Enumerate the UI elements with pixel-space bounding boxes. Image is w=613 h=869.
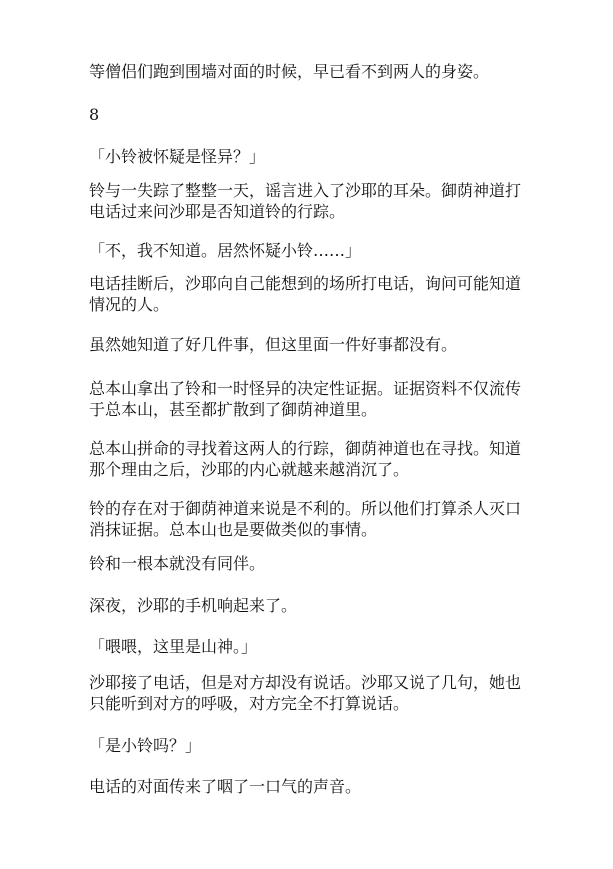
- paragraph: 沙耶接了电话，但是对方却没有说话。沙耶又说了几句，她也只能听到对方的呼吸，对方完全不打算说话。: [89, 673, 522, 713]
- paragraph: 铃与一失踪了整整一天，谣言进入了沙耶的耳朵。御荫神道打电话过来问沙耶是否知道铃的行踪。: [89, 181, 522, 221]
- dialogue-line: 「小铃被怀疑是怪异？」: [89, 147, 266, 166]
- paragraph: 电话挂断后，沙耶向自己能想到的场所打电话，询问可能知道情况的人。: [89, 274, 522, 314]
- paragraph: 铃的存在对于御荫神道来说是不利的。所以他们打算杀人灭口消抹证据。总本山也是要做类似的事情。: [89, 499, 522, 539]
- paragraph: 电话的对面传来了咽了一口气的声音。: [89, 777, 362, 796]
- paragraph: 虽然她知道了好几件事，但这里面一件好事都没有。: [89, 335, 458, 354]
- dialogue-line: 「是小铃吗？」: [89, 736, 202, 755]
- section-number: 8: [89, 105, 100, 124]
- dialogue-line: 「喂喂，这里是山神。」: [89, 637, 258, 656]
- paragraph: 等僧侣们跑到围墙对面的时候，早已看不到两人的身姿。: [89, 62, 490, 81]
- paragraph: 深夜，沙耶的手机响起来了。: [89, 596, 298, 615]
- paragraph: 铃和一根本就没有同伴。: [89, 554, 266, 573]
- paragraph: 总本山拼命的寻找着这两人的行踪，御荫神道也在寻找。知道那个理由之后，沙耶的内心就越来越消沉了。: [89, 439, 522, 479]
- dialogue-line: 「不，我不知道。居然怀疑小铃……」: [89, 241, 362, 260]
- paragraph: 总本山拿出了铃和一时怪异的决定性证据。证据资料不仅流传于总本山，甚至都扩散到了御荫神道里。: [89, 379, 522, 419]
